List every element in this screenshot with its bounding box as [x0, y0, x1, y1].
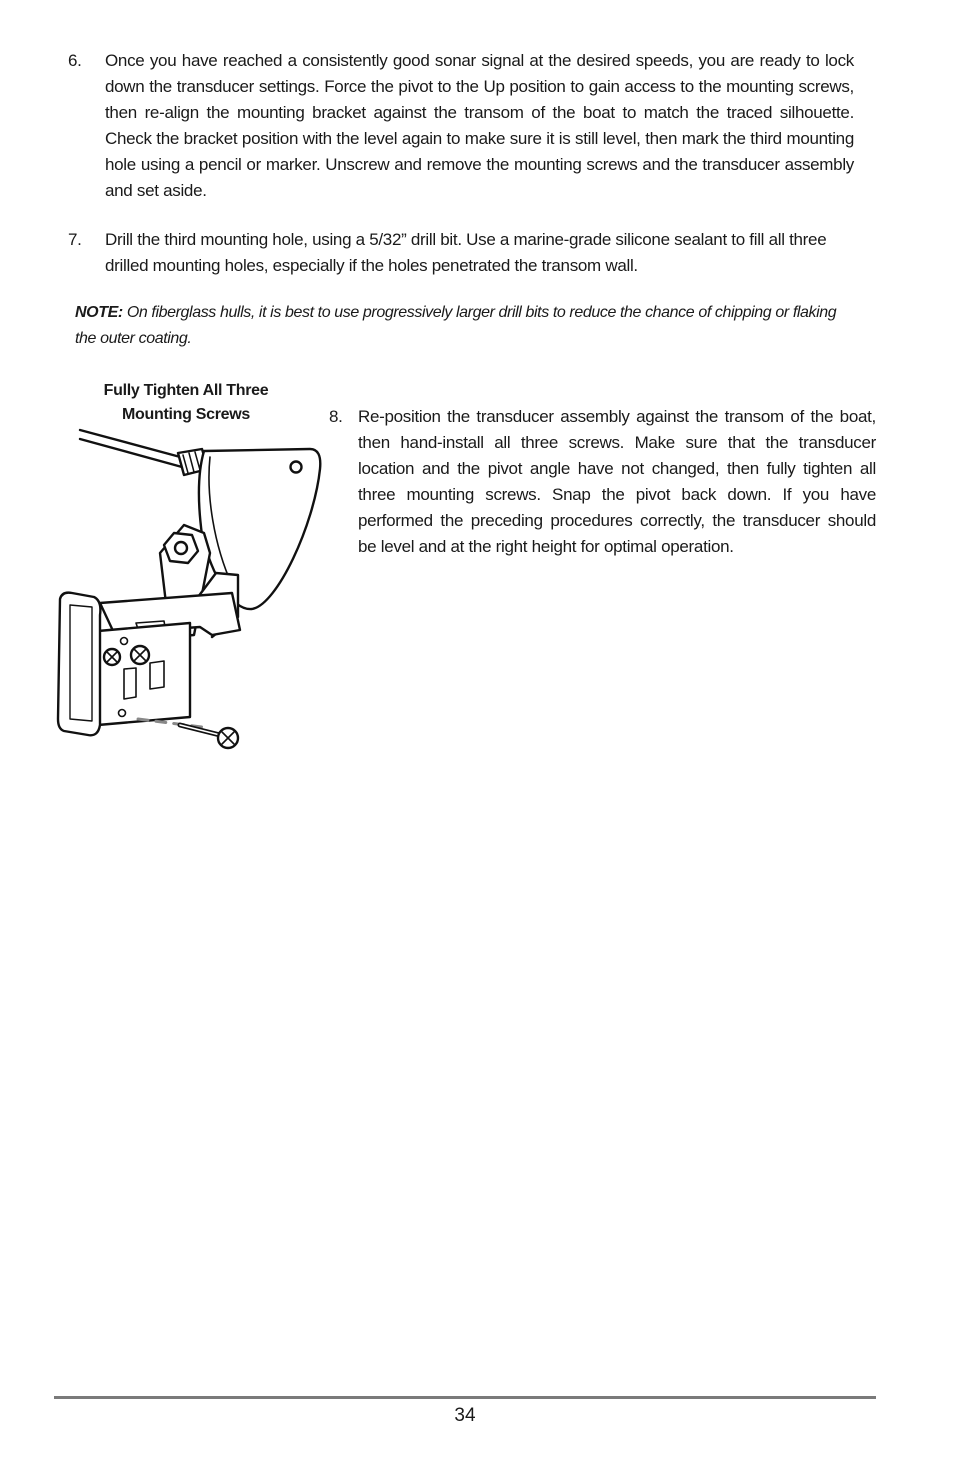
mounting-hole-icon — [121, 638, 128, 645]
figure-caption — [86, 379, 286, 427]
mounting-hole-icon — [119, 710, 126, 717]
step-text: Once you have reached a consistently good sonar signal at the desired speeds, you are ready to lock down the transducer settings. Force the pivot to the Up position to gain access to the mounting screws, then re-align the mounting bracket against the transom of the boat to match the traced silhouette. Check the bracket position with the level again to make sure it is still level, then mark the third mounting hole using a pencil or marker. Unscrew and remove the mounting screws and the transducer assembly and set aside. — [105, 51, 854, 200]
figure-caption-line: Mounting Screws — [122, 406, 250, 423]
step-number: 6. — [68, 51, 82, 70]
mounting-plate-icon — [98, 623, 190, 725]
housing-hole-icon — [291, 462, 302, 473]
step-text: Re-position the transducer assembly against the transom of the boat, then hand-install all three screws. Make sure that the transducer location and the pivot angle have not changed, then fully tighten all three mounting screws. Snap the pivot back down. If you have performed the preceding procedures correctly, the transducer should be level and at the right height for optimal operation. — [358, 407, 876, 556]
note — [75, 300, 860, 352]
step-8 — [329, 404, 876, 560]
note-text: On fiberglass hulls, it is best to use progressively larger drill bits to reduce the chance of chipping or flaking the outer coating. — [75, 304, 837, 347]
step-text: Drill the third mounting hole, using a 5/32” drill bit. Use a marine-grade silicone sealant to fill all three drilled mounting holes, especially if the holes penetrated the transom wall. — [105, 230, 827, 275]
step-number: 7. — [68, 230, 82, 249]
pivot-bolt-center-icon — [175, 542, 187, 554]
step-6 — [68, 48, 854, 204]
transducer-mounting-illustration — [52, 425, 332, 755]
step-number: 8. — [329, 407, 343, 426]
footer-divider — [54, 1396, 876, 1399]
figure-caption-line: Fully Tighten All Three — [103, 382, 269, 399]
note-label: NOTE: — [75, 304, 123, 321]
transom-block-icon — [58, 593, 100, 736]
step-7 — [68, 227, 854, 279]
page-number: 34 — [454, 1405, 476, 1426]
